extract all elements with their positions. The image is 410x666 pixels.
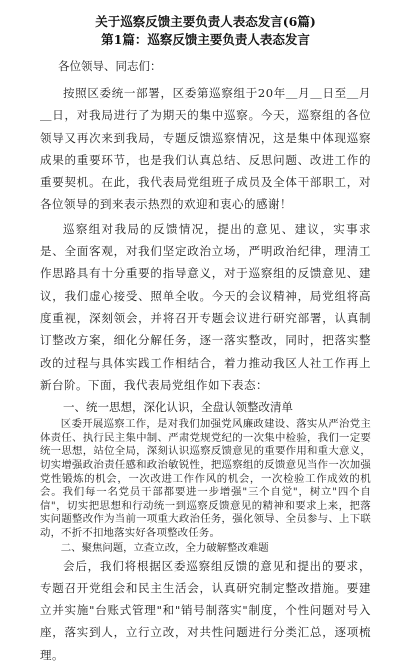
paragraph-response: 巡察组对我局的反馈情况，提出的意见、建议，实事求是、全面客观，对我们坚定政治立场，严明政治纪律，理清工作思路具有十分重要的指导意义，对于巡察组的反馈意见、建议，我们虚心接受、照单全收。今天的会议精神，局党组将高度重视，深刻领会，并将召开专题会议进行研究部署，认真制订整改方案，细化分解任务，逐一落实整改，同时，把落实整改的过程与具体实践工作相结合，着力推动我区人社工作再上新台阶。下面，我代表局党组作如下表态： [40, 221, 371, 392]
section-heading-2: 二、聚焦问题，立查立改，全力破解整改难题 [60, 541, 269, 554]
section-heading-1: 一、统一思想，深化认识，全盘认领整改清单 [63, 400, 293, 415]
salutation: 各位领导、同志们： [58, 59, 162, 73]
document-subtitle: 第1篇：巡察反馈主要负责人表态发言 [101, 32, 310, 47]
paragraph-section-1: 区委开展巡察工作，是对我们加强党风廉政建设、落实从严治党主体责任、执行民主集中制、严肃党规党纪的一次集中检验，我们一定要统一思想，站位全局，深刻认识巡察反馈意见的重要作用和重大意义，切实增强政治责任感和政治敏锐性，把巡察组的反馈意见当作一次加强党性锻炼的机会，一次改进工作作风的机会，一次检验工作成效的机会。我们每一名党员干部都要进一步增强"三个自觉"，树立"四个自信"，切实把思想和行动统一到巡察反馈意见的精神和要求上来，把落实问题整改作为当前一项重大政治任务，强化领导、全员参与、上下联动，不折不扣地落实好各项整改任务。 [40, 418, 371, 539]
document-title: 关于巡察反馈主要负责人表态发言(6篇) [95, 14, 316, 29]
paragraph-opening: 按照区委统一部署，区委第巡察组于20年＿月＿日至＿月＿日，对我局进行了为期天的集中巡察。今天，巡察组的各位领导又再次来到我局，专题反馈巡察情况，这是集中体现巡察成果的重要环节，也是我们认真总结、反思问题、改进工作的重要契机。在此，我代表局党组班子成员及全体干部职工，对各位领导的到来表示热烈的欢迎和衷心的感谢！ [40, 86, 371, 212]
paragraph-section-2: 会后，我们将根据区委巡察组反馈的意见和提出的要求，专题召开党组会和民主生活会，认真研究制定整改措施。要建立并实施"台账式管理"和"销号制落实"制度，个性问题对号入座，落实到人，立行立改，对共性问题进行分类汇总，逐项梳理。 [40, 558, 371, 662]
